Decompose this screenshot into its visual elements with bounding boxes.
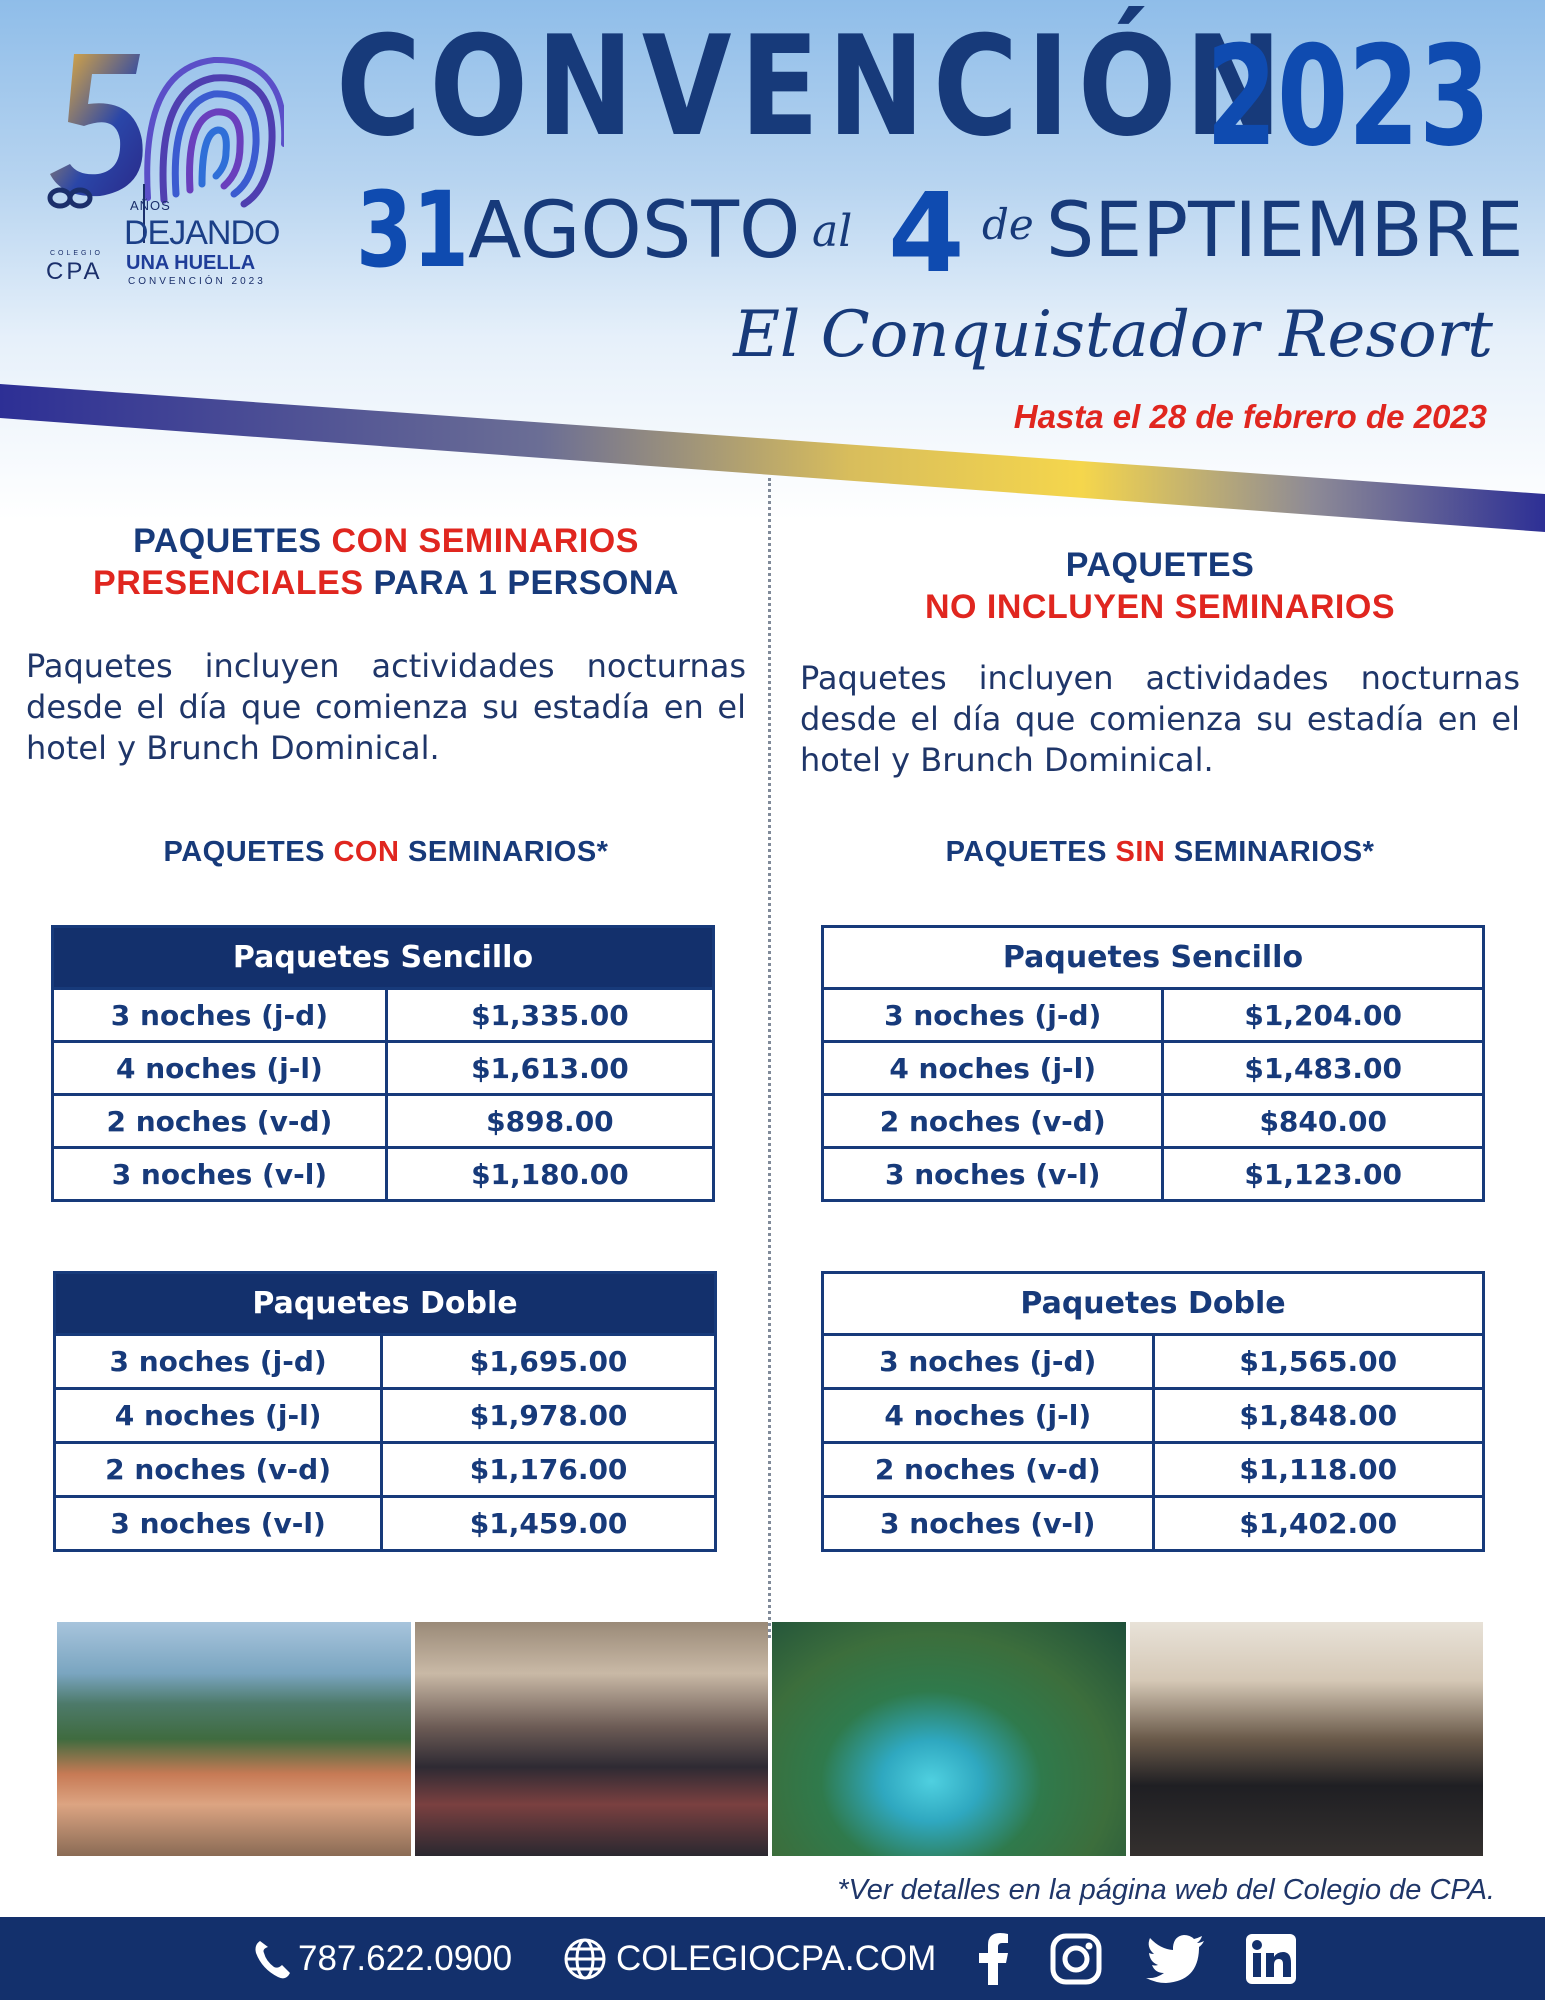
right-paragraph: Paquetes incluyen actividades nocturnas desde el día que comienza su estadía en el hotel y Brunch Dominical. <box>800 659 1520 779</box>
table-row <box>53 989 714 1042</box>
nights-cell: 3 noches (v-l) <box>823 1497 1154 1551</box>
table-title: Paquetes Sencillo <box>53 927 714 989</box>
table-row <box>53 1095 714 1148</box>
table-row <box>55 1335 716 1389</box>
price-cell: $1,335.00 <box>386 989 713 1042</box>
left-subheading <box>26 836 746 869</box>
price-cell: $1,118.00 <box>1153 1443 1484 1497</box>
nights-cell: 3 noches (j-d) <box>53 989 387 1042</box>
nights-cell: 2 noches (v-d) <box>55 1443 382 1497</box>
price-cell: $1,180.00 <box>386 1148 713 1201</box>
pool-aerial-photo <box>772 1622 1126 1856</box>
nights-cell: 3 noches (v-l) <box>823 1148 1163 1201</box>
table-row <box>55 1443 716 1497</box>
right-heading <box>800 544 1520 628</box>
right-sub-part2: SIN <box>1115 836 1166 868</box>
website-url: COLEGIOCPA.COM <box>616 1938 937 1978</box>
logo-dejando-text: DEJANDO <box>124 214 280 252</box>
footnote: *Ver detalles en la página web del Colegio de CPA. <box>837 1874 1495 1906</box>
nights-cell: 4 noches (j-l) <box>53 1042 387 1095</box>
table-row <box>823 1042 1484 1095</box>
price-cell: $1,123.00 <box>1163 1148 1484 1201</box>
table-row <box>823 1335 1484 1389</box>
right-sub-part1: PAQUETES <box>945 836 1116 868</box>
date-month-start: AGOSTO <box>468 186 801 276</box>
nights-cell: 3 noches (j-d) <box>823 1335 1154 1389</box>
left-heading-part2: CON SEMINARIOS <box>331 522 639 560</box>
table-row <box>53 1148 714 1201</box>
phone-contact[interactable] <box>252 1917 512 2000</box>
price-cell: $1,402.00 <box>1153 1497 1484 1551</box>
instagram-icon[interactable] <box>1050 1933 1102 1985</box>
table-row <box>823 1443 1484 1497</box>
left-heading-part3: PRESENCIALES <box>93 564 364 602</box>
table-row <box>823 1389 1484 1443</box>
page-title: CONVENCIÓN <box>336 6 1291 167</box>
twitter-icon[interactable] <box>1146 1935 1206 1983</box>
left-paragraph: Paquetes incluyen actividades nocturnas desde el día que comienza su estadía en el hotel y Brunch Dominical. <box>26 647 746 767</box>
price-cell: $1,848.00 <box>1153 1389 1484 1443</box>
table-row <box>53 1042 714 1095</box>
nights-cell: 2 noches (v-d) <box>823 1443 1154 1497</box>
nights-cell: 4 noches (j-l) <box>823 1389 1154 1443</box>
left-heading-part1: PAQUETES <box>133 522 332 560</box>
phone-icon <box>252 1937 292 1981</box>
logo-colegio-text: COLEGIO <box>50 250 103 257</box>
date-day-start: 31 <box>356 169 469 291</box>
right-heading-part1: PAQUETES <box>1065 546 1255 584</box>
left-sencillo-table <box>51 925 715 1202</box>
table-title: Paquetes Doble <box>55 1273 716 1335</box>
facebook-icon[interactable] <box>976 1933 1010 1985</box>
deadline-text: Hasta el 28 de febrero de 2023 <box>1013 398 1487 435</box>
left-column <box>26 520 746 769</box>
nights-cell: 3 noches (v-l) <box>53 1148 387 1201</box>
convention-hall-photo <box>415 1622 769 1856</box>
price-cell: $1,483.00 <box>1163 1042 1484 1095</box>
table-row <box>55 1389 716 1443</box>
price-cell: $1,978.00 <box>382 1389 716 1443</box>
price-cell: $840.00 <box>1163 1095 1484 1148</box>
nights-cell: 3 noches (v-l) <box>55 1497 382 1551</box>
nights-cell: 2 noches (v-d) <box>823 1095 1163 1148</box>
left-heading <box>26 520 746 604</box>
left-sub-part1: PAQUETES <box>163 836 334 868</box>
nights-cell: 2 noches (v-d) <box>53 1095 387 1148</box>
date-day-end: 4 <box>888 169 965 297</box>
left-doble-table <box>53 1271 717 1552</box>
price-cell: $1,204.00 <box>1163 989 1484 1042</box>
table-row <box>823 1095 1484 1148</box>
website-link[interactable] <box>562 1917 936 2000</box>
right-subheading <box>800 836 1520 869</box>
nights-cell: 3 noches (j-d) <box>55 1335 382 1389</box>
table-row <box>823 1148 1484 1201</box>
left-sub-part2: CON <box>333 836 400 868</box>
column-divider <box>768 478 771 1638</box>
table-row <box>55 1497 716 1551</box>
table-title: Paquetes Sencillo <box>823 927 1484 989</box>
logo-convencion-text: CONVENCIÓN 2023 <box>128 276 266 287</box>
price-cell: $1,565.00 <box>1153 1335 1484 1389</box>
date-de: de <box>982 200 1034 249</box>
logo-anos-text: AÑOS <box>130 198 171 213</box>
table-row <box>823 1497 1484 1551</box>
nights-cell: 3 noches (j-d) <box>823 989 1163 1042</box>
resort-aerial-photo <box>57 1622 411 1856</box>
right-column <box>800 520 1520 781</box>
venue-name: El Conquistador Resort <box>733 298 1493 372</box>
price-cell: $1,695.00 <box>382 1335 716 1389</box>
table-title: Paquetes Doble <box>823 1273 1484 1335</box>
date-month-end: SEPTIEMBRE <box>1046 185 1524 274</box>
nights-cell: 4 noches (j-l) <box>55 1389 382 1443</box>
linkedin-icon[interactable] <box>1246 1934 1296 1984</box>
logo-huella-text: UNA HUELLA <box>126 252 256 274</box>
right-sub-part3: SEMINARIOS* <box>1165 836 1375 868</box>
right-sencillo-table <box>821 925 1485 1202</box>
left-heading-part4: PARA 1 PERSONA <box>363 564 679 602</box>
title-year: 2023 <box>1206 16 1491 177</box>
price-cell: $1,176.00 <box>382 1443 716 1497</box>
nights-cell: 4 noches (j-l) <box>823 1042 1163 1095</box>
price-cell: $1,613.00 <box>386 1042 713 1095</box>
photo-strip <box>57 1622 1483 1856</box>
footer-bar <box>0 1917 1545 2000</box>
logo-cpa-text: CPA <box>46 258 103 285</box>
price-cell: $1,459.00 <box>382 1497 716 1551</box>
date-al: al <box>812 206 853 257</box>
price-cell: $898.00 <box>386 1095 713 1148</box>
phone-number: 787.622.0900 <box>298 1938 513 1978</box>
right-doble-table <box>821 1271 1485 1552</box>
left-sub-part3: SEMINARIOS* <box>399 836 609 868</box>
table-row <box>823 989 1484 1042</box>
right-heading-part2: NO INCLUYEN SEMINARIOS <box>924 588 1396 626</box>
musicians-photo <box>1130 1622 1484 1856</box>
globe-icon <box>562 1936 608 1982</box>
